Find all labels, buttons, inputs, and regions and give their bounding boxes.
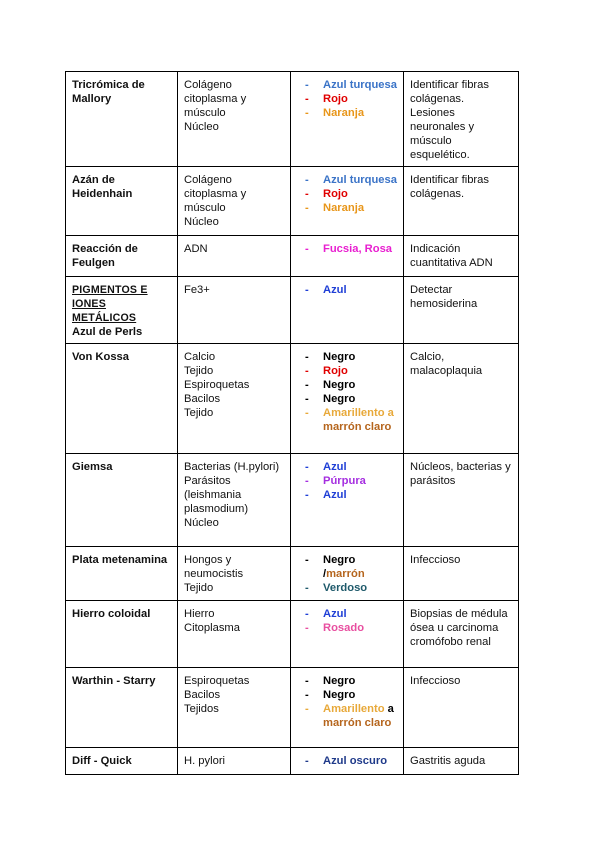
target-structure: Colágeno [184, 174, 232, 186]
bullet-dash: - [305, 554, 309, 566]
color-label: Negro [323, 379, 356, 391]
bullet-dash: - [305, 107, 309, 119]
clinical-use-cell [404, 277, 519, 344]
color-result [305, 173, 398, 187]
clinical-use-cell [404, 601, 519, 668]
color-result [305, 474, 398, 488]
color-text [323, 392, 355, 406]
clinical-use-cell [404, 668, 519, 748]
target-structure: Espiroquetas [184, 675, 250, 687]
color-text [323, 378, 355, 392]
color-result [305, 283, 398, 297]
target-structures-cell [178, 547, 291, 601]
stain-name-cell [66, 454, 178, 547]
target-structure: Citoplasma [184, 622, 240, 634]
color-result [305, 106, 398, 120]
color-text [323, 553, 398, 581]
color-result [305, 553, 398, 581]
stain-colors-cell [291, 72, 404, 167]
color-result [305, 581, 398, 595]
table-row [66, 454, 519, 547]
color-label: Azul [323, 284, 347, 296]
stain-name-cell [66, 236, 178, 277]
color-label: Azul [323, 489, 347, 501]
target-structure: Núcleo [184, 121, 219, 133]
stain-name-cell [66, 668, 178, 748]
color-text [323, 688, 355, 702]
color-result [305, 201, 398, 215]
color-text [323, 581, 367, 595]
target-structures-cell [178, 668, 291, 748]
bullet-dash: - [305, 675, 309, 687]
color-text [323, 488, 347, 502]
table-row [66, 601, 519, 668]
table-row [66, 547, 519, 601]
clinical-use: Núcleos, bacterias y parásitos [410, 461, 511, 487]
clinical-use: Identificar fibras colágenas. [410, 174, 489, 200]
target-structure: H. pylori [184, 755, 226, 767]
color-result [305, 607, 398, 621]
color-text [323, 621, 364, 635]
color-label: marrón claro [323, 421, 392, 433]
color-label: Fucsia, Rosa [323, 243, 393, 255]
table-row [66, 236, 519, 277]
color-label: Azul oscuro [323, 755, 388, 767]
color-label: Amarillento a [323, 407, 394, 419]
color-label: marrón claro [323, 717, 392, 729]
clinical-use-cell [404, 454, 519, 547]
color-label: Amarillento [323, 703, 388, 715]
color-text [323, 607, 347, 621]
color-label: Verdoso [323, 582, 368, 594]
target-structures-cell [178, 277, 291, 344]
target-structure: Espiroquetas [184, 379, 250, 391]
stain-name-cell [66, 601, 178, 668]
stain-colors-cell [291, 277, 404, 344]
clinical-use: Identificar fibras colágenas. [410, 79, 489, 105]
bullet-dash: - [305, 243, 309, 255]
color-label: Naranja [323, 107, 365, 119]
stain-colors-cell [291, 748, 404, 775]
color-text [323, 364, 348, 378]
stain-name-cell [66, 748, 178, 775]
bullet-dash: - [305, 608, 309, 620]
clinical-use: Infeccioso [410, 554, 461, 566]
color-text [323, 187, 348, 201]
target-structure: Núcleo [184, 216, 219, 228]
table-row [66, 668, 519, 748]
target-structure: Fe3+ [184, 284, 210, 296]
color-label: Negro [323, 675, 356, 687]
color-label: Negro / [323, 554, 356, 580]
color-result [305, 364, 398, 378]
clinical-use: Detectar hemosiderina [410, 284, 478, 310]
color-text [323, 474, 366, 488]
color-text [323, 350, 355, 364]
stain-name-cell [66, 547, 178, 601]
target-structure: Calcio [184, 351, 216, 363]
color-text [323, 460, 347, 474]
table-row [66, 344, 519, 454]
clinical-use-cell [404, 547, 519, 601]
bullet-dash: - [305, 407, 309, 419]
target-structures-cell [178, 601, 291, 668]
clinical-use-cell [404, 72, 519, 167]
target-structure: Hierro [184, 608, 215, 620]
clinical-use-cell [404, 344, 519, 454]
color-text [323, 92, 348, 106]
bullet-dash: - [305, 622, 309, 634]
target-structure: Colágeno [184, 79, 232, 91]
bullet-dash: - [305, 365, 309, 377]
bullet-dash: - [305, 174, 309, 186]
stain-name-cell [66, 344, 178, 454]
color-text [323, 283, 347, 297]
target-structure: Bacilos [184, 393, 221, 405]
stain-colors-cell [291, 167, 404, 236]
clinical-use-cell [404, 236, 519, 277]
color-label: Azul turquesa [323, 79, 397, 91]
target-structures-cell [178, 167, 291, 236]
stains-table-body [66, 72, 519, 775]
stain-name: Azán de Heidenhain [72, 174, 133, 200]
color-result [305, 392, 398, 406]
stain-name: Hierro coloidal [72, 608, 151, 620]
stain-name: Diff - Quick [72, 755, 132, 767]
color-label: Negro [323, 689, 356, 701]
color-result [305, 702, 398, 730]
clinical-use-cell [404, 167, 519, 236]
bullet-dash: - [305, 202, 309, 214]
target-structure: citoplasma y músculo [184, 188, 247, 214]
target-structure: Bacilos [184, 689, 221, 701]
color-label: Rosado [323, 622, 365, 634]
stain-name: Reacción de Feulgen [72, 243, 138, 269]
color-label: Negro [323, 393, 356, 405]
stain-name-cell [66, 167, 178, 236]
target-structures-cell [178, 72, 291, 167]
color-result [305, 688, 398, 702]
color-result [305, 674, 398, 688]
target-structure: Tejido [184, 407, 214, 419]
color-label: Rojo [323, 365, 348, 377]
color-label: Rojo [323, 188, 348, 200]
color-label: a [387, 703, 394, 715]
section-heading: PIGMENTOS E IONES METÁLICOS [72, 284, 148, 324]
color-result [305, 406, 398, 434]
color-text [323, 173, 397, 187]
color-result [305, 78, 398, 92]
color-result [305, 378, 398, 392]
target-structure: Tejidos [184, 703, 219, 715]
bullet-dash: - [305, 188, 309, 200]
clinical-use: Biopsias de médula ósea u carcinoma cromófobo renal [410, 608, 508, 648]
bullet-dash: - [305, 79, 309, 91]
target-structure: citoplasma y músculo [184, 93, 247, 119]
color-text [323, 754, 387, 768]
table-row [66, 277, 519, 344]
bullet-dash: - [305, 351, 309, 363]
target-structures-cell [178, 748, 291, 775]
color-result [305, 92, 398, 106]
stain-name-cell [66, 277, 178, 344]
bullet-dash: - [305, 489, 309, 501]
bullet-dash: - [305, 379, 309, 391]
bullet-dash: - [305, 703, 309, 715]
target-structure: Bacterias (H.pylori) [184, 461, 280, 473]
color-text [323, 242, 392, 256]
color-label: Negro [323, 351, 356, 363]
bullet-dash: - [305, 475, 309, 487]
color-result [305, 621, 398, 635]
stain-colors-cell [291, 454, 404, 547]
table-row [66, 72, 519, 167]
target-structure: ADN [184, 243, 208, 255]
color-result [305, 488, 398, 502]
target-structures-cell [178, 454, 291, 547]
color-result [305, 187, 398, 201]
color-text [323, 674, 355, 688]
clinical-use: Infeccioso [410, 675, 461, 687]
stain-name-cell [66, 72, 178, 167]
bullet-dash: - [305, 582, 309, 594]
stain-colors-cell [291, 668, 404, 748]
color-result [305, 460, 398, 474]
target-structure: Núcleo [184, 517, 219, 529]
bullet-dash: - [305, 93, 309, 105]
color-label: Púrpura [323, 475, 366, 487]
stain-colors-cell [291, 601, 404, 668]
color-label: Naranja [323, 202, 365, 214]
stain-colors-cell [291, 547, 404, 601]
stain-name: Von Kossa [72, 351, 129, 363]
color-result [305, 754, 398, 768]
color-label: Rojo [323, 93, 348, 105]
bullet-dash: - [305, 689, 309, 701]
color-text [323, 702, 398, 730]
target-structures-cell [178, 344, 291, 454]
color-result [305, 350, 398, 364]
bullet-dash: - [305, 393, 309, 405]
stain-name: Warthin - Starry [72, 675, 156, 687]
bullet-dash: - [305, 755, 309, 767]
bullet-dash: - [305, 284, 309, 296]
color-text [323, 78, 397, 92]
color-label: Azul [323, 608, 347, 620]
target-structure: Tejido [184, 582, 214, 594]
color-text [323, 406, 398, 434]
stains-table [65, 71, 519, 775]
color-text [323, 106, 364, 120]
target-structures-cell [178, 236, 291, 277]
stain-name: Giemsa [72, 461, 113, 473]
target-structure: Parásitos (leishmania plasmodium) [184, 475, 249, 515]
bullet-dash: - [305, 461, 309, 473]
color-result [305, 242, 398, 256]
clinical-use: Indicación cuantitativa ADN [410, 243, 493, 269]
clinical-use: Calcio, malacoplaquia [410, 351, 483, 377]
stain-name: Azul de Perls [72, 326, 143, 338]
color-label: Azul turquesa [323, 174, 397, 186]
stain-colors-cell [291, 236, 404, 277]
color-label: marrón [326, 568, 365, 580]
table-row [66, 167, 519, 236]
clinical-use: Lesiones neuronales y músculo esquelético. [410, 107, 475, 161]
clinical-use: Gastritis aguda [410, 755, 486, 767]
table-row [66, 748, 519, 775]
color-text [323, 201, 364, 215]
target-structure: Hongos y neumocistis [184, 554, 244, 580]
color-label: Azul [323, 461, 347, 473]
stain-colors-cell [291, 344, 404, 454]
stain-name: Plata metenamina [72, 554, 168, 566]
clinical-use-cell [404, 748, 519, 775]
target-structure: Tejido [184, 365, 214, 377]
stain-name: Tricrómica de Mallory [72, 79, 145, 105]
